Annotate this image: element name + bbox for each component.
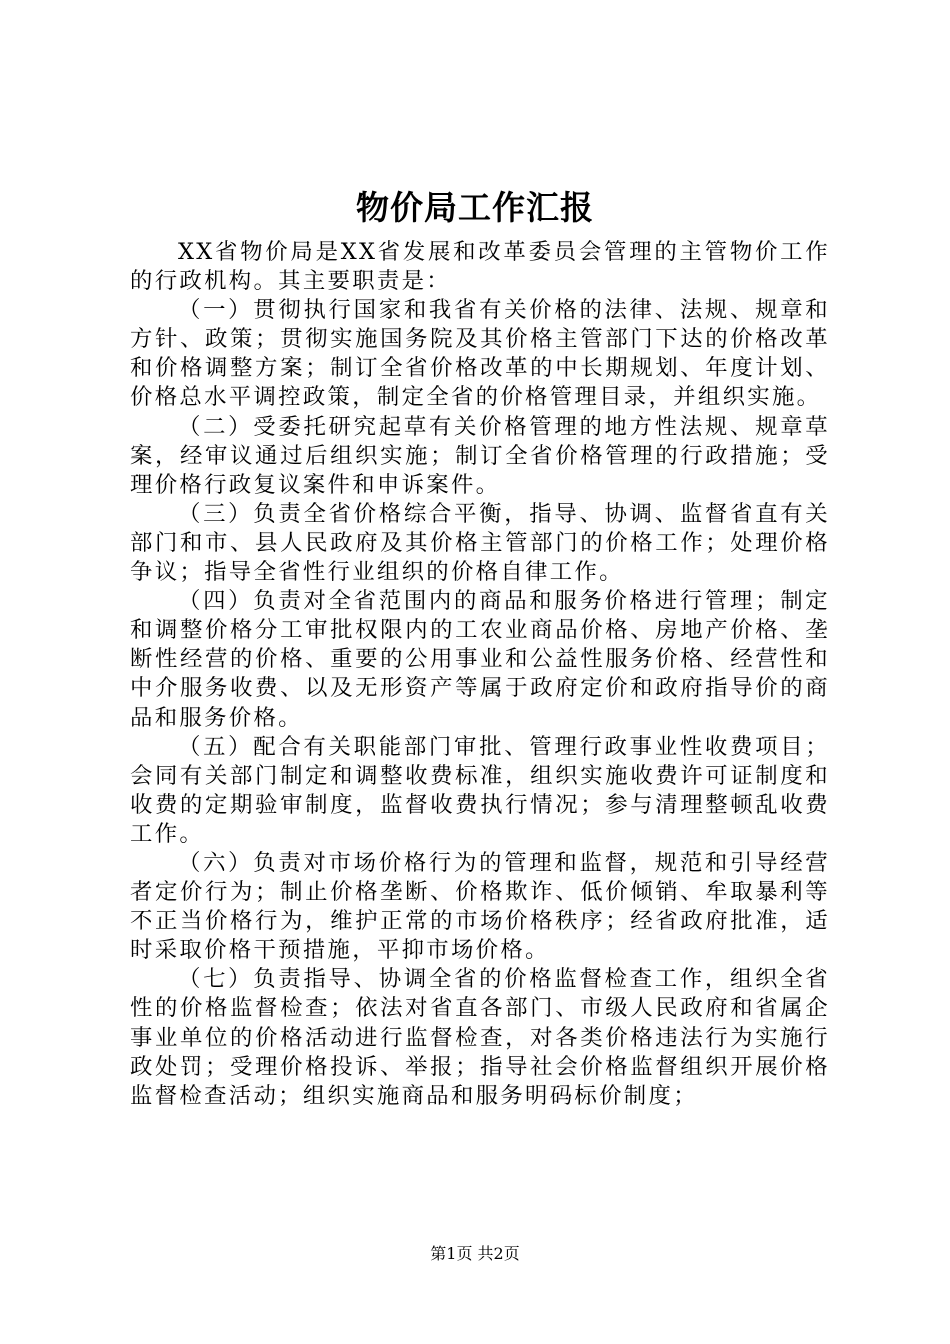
- paragraph-duty-5: （五）配合有关职能部门审批、管理行政事业性收费项目；会同有关部门制定和调整收费标准，组织实施收费许可证制度和收费的定期验审制度，监督收费执行情况；参与清理整顿乱收费工作。: [130, 733, 830, 847]
- document-body: [130, 238, 830, 1111]
- document-title: 物价局工作汇报: [356, 188, 594, 227]
- paragraph-duty-1: （一）贯彻执行国家和我省有关价格的法律、法规、规章和方针、政策；贯彻实施国务院及其价格主管部门下达的价格改革和价格调整方案；制订全省价格改革的中长期规划、年度计划、价格总水平调控政策，制定全省的价格管理目录，并组织实施。: [130, 297, 830, 411]
- paragraph-duty-4: （四）负责对全省范围内的商品和服务价格进行管理；制定和调整价格分工审批权限内的工农业商品价格、房地产价格、垄断性经营的价格、重要的公用事业和公益性服务价格、经营性和中介服务收费、以及无形资产等属于政府定价和政府指导价的商品和服务价格。: [130, 588, 830, 731]
- paragraph-intro: XX省物价局是XX省发展和改革委员会管理的主管物价工作的行政机构。其主要职责是：: [130, 239, 830, 295]
- paragraph-duty-2: （二）受委托研究起草有关价格管理的地方性法规、规章草案，经审议通过后组织实施；制订全省价格管理的行政措施；受理价格行政复议案件和申诉案件。: [130, 413, 830, 498]
- paragraph-duty-7: （七）负责指导、协调全省的价格监督检查工作，组织全省性的价格监督检查；依法对省直各部门、市级人民政府和省属企事业单位的价格活动进行监督检查，对各类价格违法行为实施行政处罚；受理价格投诉、举报；指导社会价格监督组织开展价格监督检查活动；组织实施商品和服务明码标价制度；: [130, 966, 830, 1109]
- page-number-footer: 第1页 共2页: [430, 1244, 520, 1263]
- paragraph-duty-3: （三）负责全省价格综合平衡，指导、协调、监督省直有关部门和市、县人民政府及其价格主管部门的价格工作；处理价格争议；指导全省性行业组织的价格自律工作。: [130, 500, 830, 586]
- paragraph-duty-6: （六）负责对市场价格行为的管理和监督，规范和引导经营者定价行为；制止价格垄断、价格欺诈、低价倾销、牟取暴利等不正当价格行为，维护正常的市场价格秩序；经省政府批准，适时采取价格干预措施，平抑市场价格。: [130, 849, 830, 964]
